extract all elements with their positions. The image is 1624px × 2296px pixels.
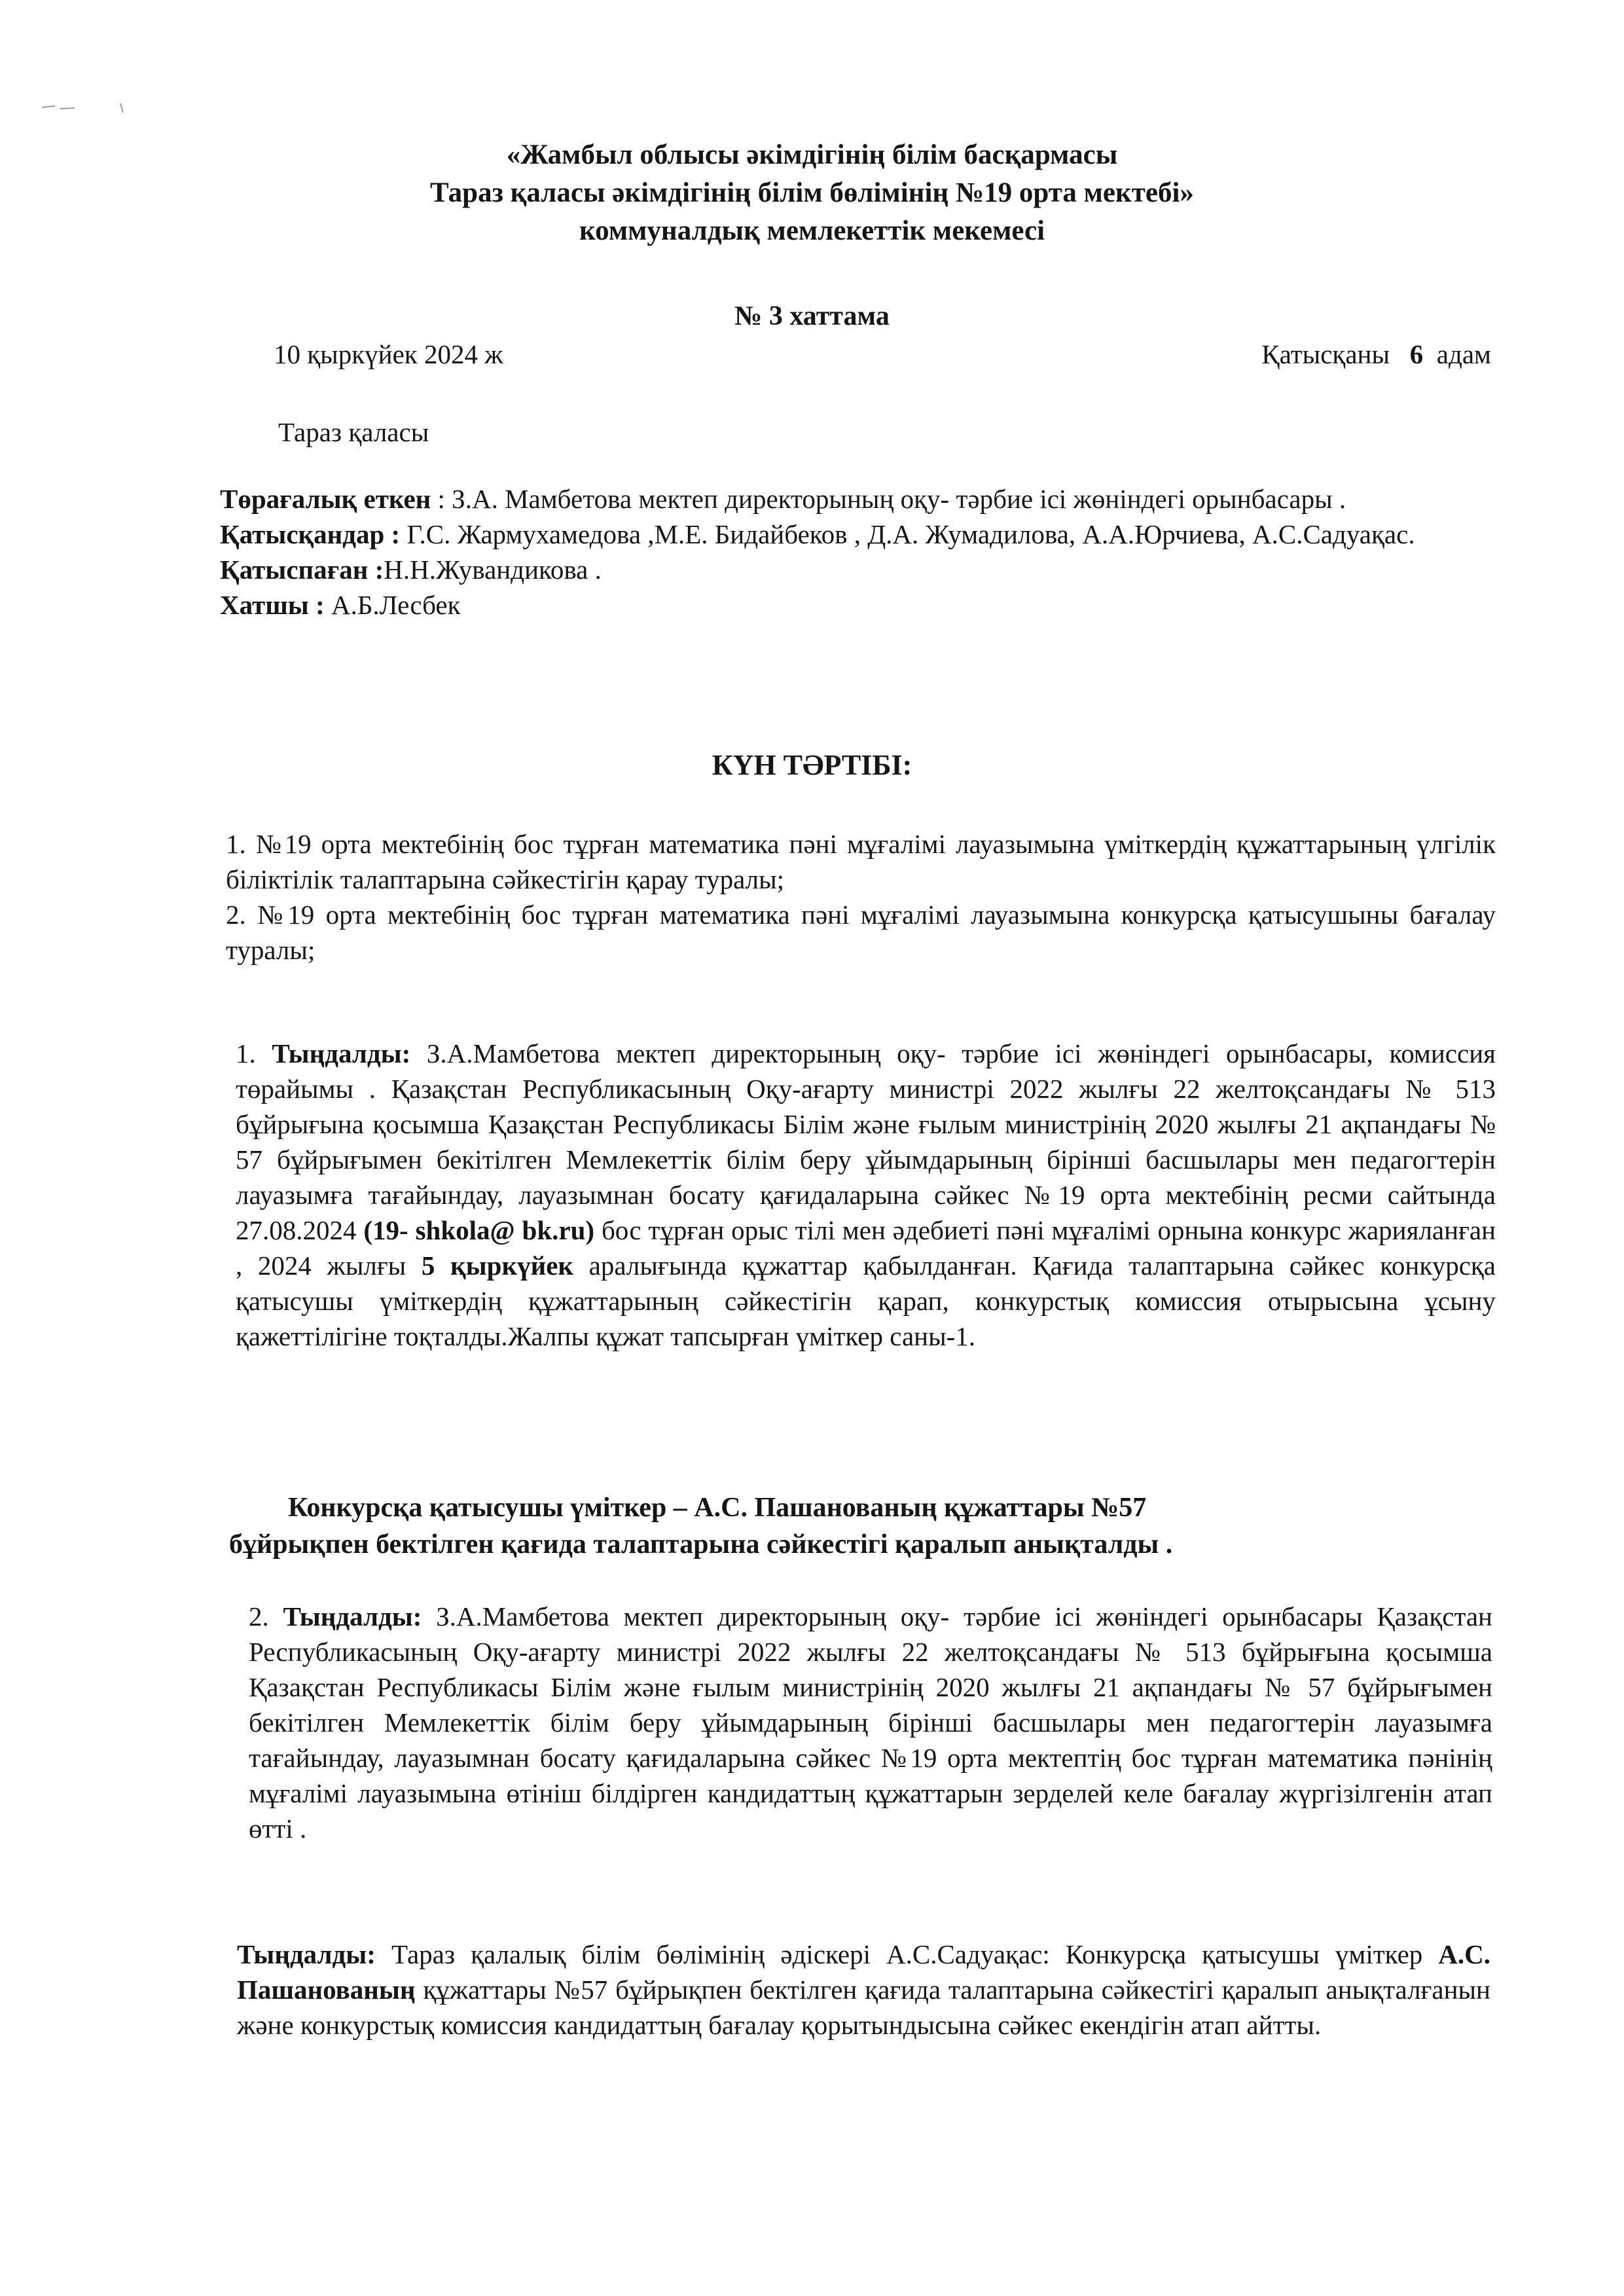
- chair-line: [220, 481, 1496, 517]
- attendance-label: Қатысқаны: [1261, 339, 1390, 369]
- result-line-1: Конкурсқа қатысушы үміткер – А.С. Пашанованың құжаттары №57: [288, 1493, 1147, 1523]
- secretary-label: Хатшы :: [220, 590, 325, 620]
- listened-label: Тыңдалды:: [237, 1939, 376, 1969]
- item-1-text-b: бос тұрған орыс тілі мен әдебиеті пәні мұғалімі орнына конкурс жарияланған , 2024 жылғы: [236, 1215, 1496, 1281]
- attendance-unit: адам: [1436, 339, 1491, 369]
- item-2-label: Тыңдалды:: [283, 1601, 422, 1631]
- secretary-value: А.Б.Лесбек: [324, 590, 461, 620]
- members-block: [220, 481, 1496, 623]
- listened-text-a: Тараз қалалық білім бөлімінің әдіскері А.С.Садуақас: Конкурсқа қатысушы үміткер: [375, 1939, 1439, 1969]
- item-1-paragraph: [236, 1036, 1496, 1354]
- header-line-2: Тараз қаласы әкімдігінің білім бөлімінің №19 орта мектебі»: [430, 177, 1194, 208]
- item-1-number: 1.: [236, 1038, 272, 1068]
- institution-header: [0, 136, 1624, 250]
- chair-value: : З.А. Мамбетова мектеп директорының оқу- тәрбие ісі жөніндегі орынбасары .: [431, 484, 1346, 514]
- protocol-number: № 3 хаттама: [734, 301, 890, 331]
- item-2-paragraph: [249, 1599, 1492, 1846]
- item-1-text-c: аралығында құжаттар қабылданған. Қағида талаптарына сәйкес конкурсқа қатысушы үміткердің құжаттарының сәйкестігін қарап, конкурстық комиссия отырысына ұсыну қажеттілігіне тоқталды.Жалпы құжат тапсырған үміткер саны-1.: [236, 1250, 1496, 1351]
- item-2-text: З.А.Мамбетова мектеп директорының оқу- тәрбие ісі жөніндегі орынбасары Қазақстан Республикасының Оқу-ағарту министрі 2022 жылғы 22 желтоқсандағы № 513 бұйрығына қосымша Қазақстан Республикасы Білім және ғылым министрінің 2020 жылғы 21 ақпандағы № 57 бұйрығымен бекітілген Мемлекеттік білім беру ұйымдарының бірінші басшылары мен педагогтерін лауазымға тағайындау, лауазымнан босату қағидаларына сәйкес №19 орта мектептің бос тұрған математика пәнінің мұғалімі лауазымына өтініш білдірген кандидаттың құжаттарын зерделей келе бағалау жүргізілгенін атап өтті .: [249, 1601, 1492, 1844]
- scan-artifact-mark: [41, 98, 132, 118]
- chair-label: Төрағалық еткен: [220, 484, 431, 514]
- item-1-text-a: З.А.Мамбетова мектеп директорының оқу- тәрбие ісі жөніндегі орынбасары, комиссия төрайымы . Қазақстан Республикасының Оқу-ағарту министрі 2022 жылғы 22 желтоқсандағы № 513 бұйрығына қосымша Қазақстан Республикасы Білім және ғылым министрінің 2020 жылғы 21 ақпандағы № 57 бұйрығымен бекітілген Мемлекеттік білім беру ұйымдарының бірінші басшылары мен педагогтерін лауазымға тағайындау, лауазымнан босату қағидаларына сәйкес №19 орта мектебінің ресми сайтында 27.08.2024: [236, 1038, 1496, 1245]
- participants-line: [220, 517, 1496, 552]
- item-1-label: Тыңдалды:: [272, 1038, 411, 1068]
- agenda-item-2: 2. №19 орта мектебінің бос тұрған математика пәні мұғалімі лауазымына конкурсқа қатысушыны бағалау туралы;: [226, 900, 1496, 965]
- protocol-date: 10 қыркүйек 2024 ж: [274, 339, 503, 369]
- absent-label: Қатыспаған :: [220, 555, 384, 585]
- agenda-item-1: 1. №19 орта мектебінің бос тұрған математика пәні мұғалімі лауазымына үміткердің құжаттарының үлгілік біліктілік талаптарына сәйкестігін қарау туралы;: [226, 829, 1496, 894]
- city-name: Тараз қаласы: [278, 417, 429, 447]
- header-line-1: «Жамбыл облысы әкімдігінің білім басқармасы: [506, 139, 1118, 170]
- agenda-list: [226, 826, 1496, 968]
- result-line-2: бұйрықпен бектілген қағида талаптарына сәйкестігі қаралып анықталды .: [229, 1529, 1173, 1559]
- attendance-count: [1261, 336, 1491, 373]
- agenda-title: КҮН ТӘРТІБІ:: [712, 749, 912, 781]
- result-statement: [229, 1489, 1496, 1563]
- candidate-name: А.С. Пашанованың: [237, 1939, 1490, 2005]
- item-1-email: (19- shkola@ bk.ru): [363, 1215, 595, 1245]
- attendance-number: 6: [1409, 339, 1424, 369]
- listened-text-b: құжаттары №57 бұйрықпен бектілген қағида талаптарына сәйкестігі қаралып анықталғанын және конкурстық комиссия кандидаттың бағалау қорытындысына сәйкес екендігін атап айтты.: [237, 1975, 1490, 2040]
- item-2-number: 2.: [249, 1601, 283, 1631]
- participants-value: Г.С. Жармухамедова ,М.Е. Бидайбеков , Д.А. Жумадилова, А.А.Юрчиева, А.С.Садуақас.: [400, 519, 1415, 549]
- item-1-deadline: 5 қыркүйек: [421, 1250, 574, 1281]
- absent-line: [220, 552, 1496, 587]
- absent-value: Н.Н.Жувандикова .: [384, 555, 602, 585]
- header-line-3: коммуналдық мемлекеттік мекемесі: [579, 215, 1045, 246]
- secretary-line: [220, 587, 1496, 623]
- listened-paragraph: [237, 1937, 1490, 2043]
- participants-label: Қатысқандар :: [220, 519, 401, 549]
